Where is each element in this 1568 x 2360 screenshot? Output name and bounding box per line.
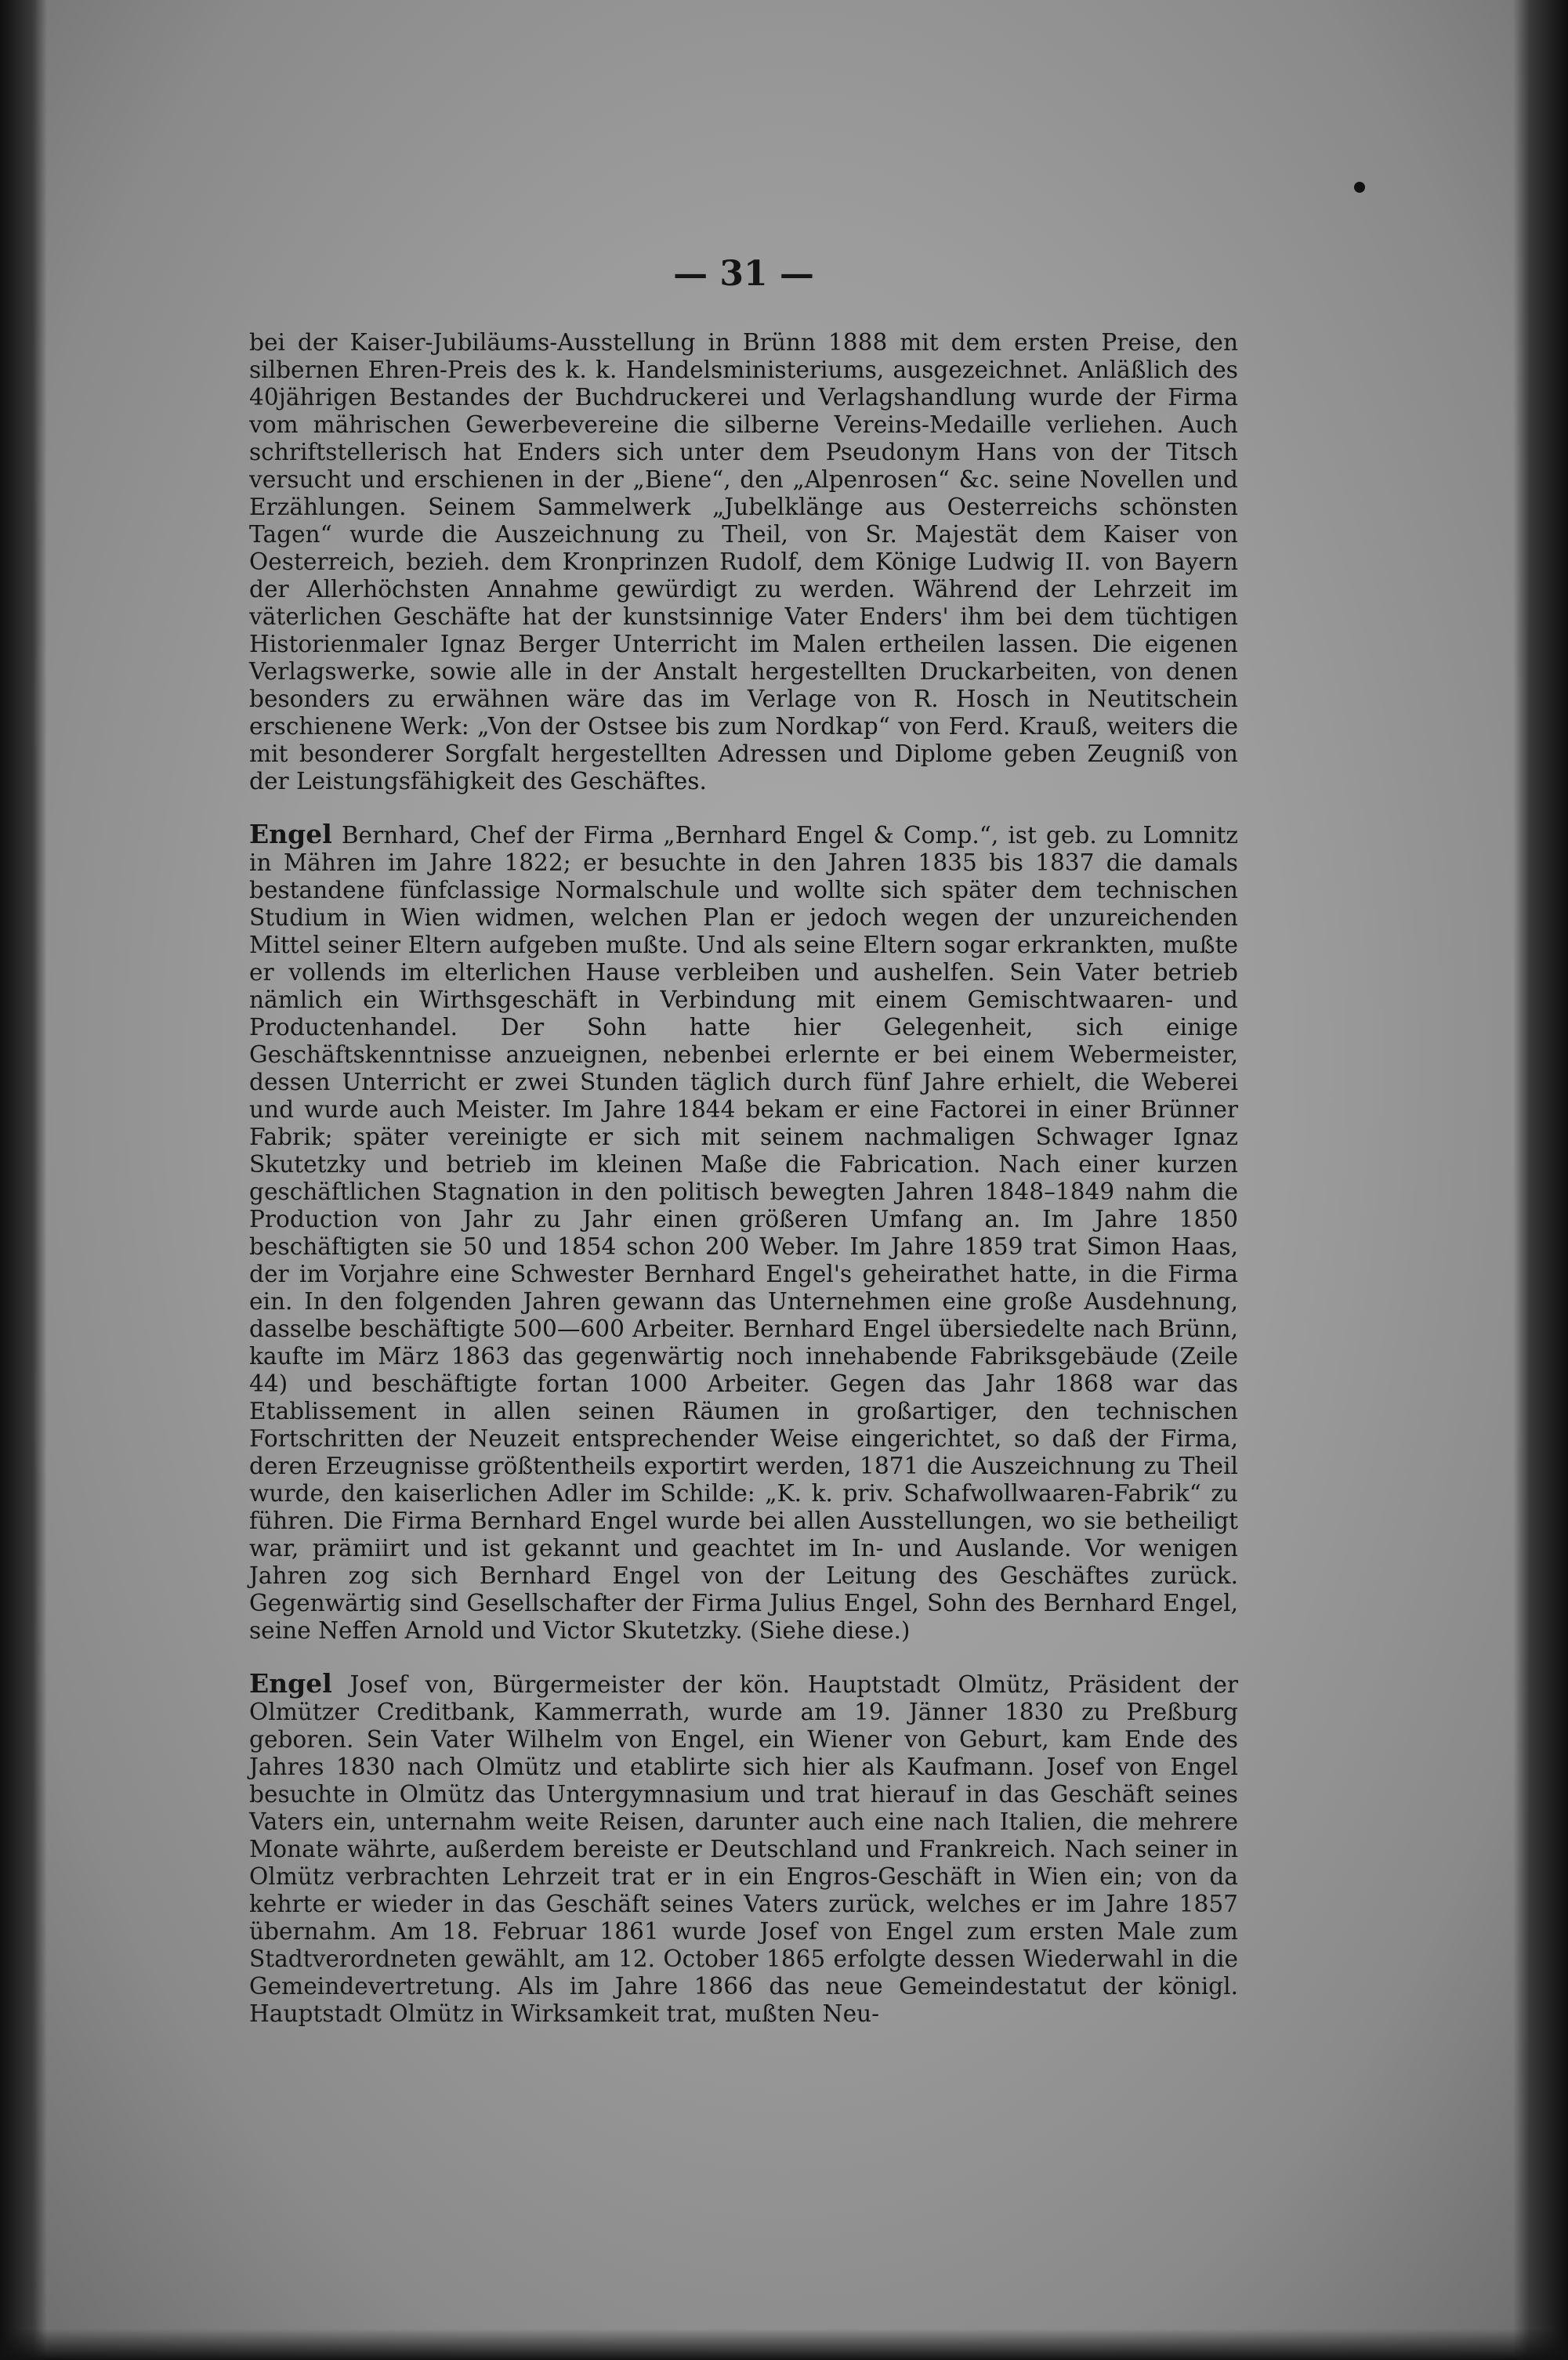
paragraph-text: Josef von, Bürgermeister der kön. Hauptstadt Olmütz, Präsident der Olmützer Creditbank, Kammerrath, wurde am 19. Jänner 1830 zu Preßburg geboren. Sein Vater Wilhelm von Engel, ein Wiener von Geburt, kam Ende des Jahres 1830 nach Olmütz und etablirte sich hier als Kaufmann. Josef von Engel besuchte in Olmütz das Untergymnasium und trat hierauf in das Geschäft seines Vaters ein, unternahm weite Reisen, darunter auch eine nach Italien, die mehrere Monate währte, außerdem bereiste er Deutschland und Frankreich. Nach seiner in Olmütz verbrachten Lehrzeit trat er in ein Engros-Geschäft in Wien ein; von da kehrte er wieder in das Geschäft seines Vaters zurück, welches er im Jahre 1857 übernahm. Am 18. Februar 1861 wurde Josef von Engel zum ersten Male zum Stadtverordneten gewählt, am 12. October 1865 erfolgte dessen Wiederwahl in die Gemeindevertretung. Als im Jahre 1866 das neue Gemeindestatut der königl. Hauptstadt Olmütz in Wirksamkeit trat, mußten Neu-: [249, 1671, 1238, 2027]
entry-name: Engel: [249, 819, 332, 849]
paragraph-engel-bernhard: [249, 820, 1238, 1645]
entry-name: Engel: [249, 1668, 332, 1699]
scan-edge-left: [0, 0, 47, 2360]
paragraph-text: bei der Kaiser-Jubiläums-Ausstellung in Brünn 1888 mit dem ersten Preise, den silbernen Ehren-Preis des k. k. Handelsministeriums, ausgezeichnet. Anläßlich des 40jährigen Bestandes der Buchdruckerei und Verlagshandlung wurde der Firma vom mährischen Gewerbevereine die silberne Vereins-Medaille verliehen. Auch schriftstellerisch hat Enders sich unter dem Pseudonym Hans von der Titsch versucht und erschienen in der „Biene“, den „Alpenrosen“ &c. seine Novellen und Erzählungen. Seinem Sammelwerk „Jubelklänge aus Oesterreichs schönsten Tagen“ wurde die Auszeichnung zu Theil, von Sr. Majestät dem Kaiser von Oesterreich, bezieh. dem Kronprinzen Rudolf, dem Könige Ludwig II. von Bayern der Allerhöchsten Annahme gewürdigt zu werden. Während der Lehrzeit im väterlichen Geschäfte hat der kunstsinnige Vater Enders' ihm bei dem tüchtigen Historienmaler Ignaz Berger Unterricht im Malen ertheilen lassen. Die eigenen Verlagswerke, sowie alle in der Anstalt hergestellten Druckarbeiten, von denen besonders zu erwähnen wäre das im Verlage von R. Hosch in Neutitschein erschienene Werk: „Von der Ostsee bis zum Nordkap“ von Ferd. Krauß, weiters die mit besonderer Sorgfalt hergestellten Adressen und Diplome geben Zeugniß von der Leistungsfähigkeit des Geschäftes.: [249, 329, 1238, 795]
paragraph-enders-continued: [249, 329, 1238, 795]
paragraph-text: Bernhard, Chef der Firma „Bernhard Engel & Comp.“, ist geb. zu Lomnitz in Mähren im Jahre 1822; er besuchte in den Jahren 1835 bis 1837 die damals bestandene fünfclassige Normalschule und wollte sich später dem technischen Studium in Wien widmen, welchen Plan er jedoch wegen der unzureichenden Mittel seiner Eltern aufgeben mußte. Und als seine Eltern sogar erkrankten, mußte er vollends im elterlichen Hause verbleiben und aushelfen. Sein Vater betrieb nämlich ein Wirthsgeschäft in Verbindung mit einem Gemischtwaaren- und Productenhandel. Der Sohn hatte hier Gelegenheit, sich einige Geschäftskenntnisse anzueignen, nebenbei erlernte er bei einem Webermeister, dessen Unterricht er zwei Stunden täglich durch fünf Jahre erhielt, die Weberei und wurde auch Meister. Im Jahre 1844 bekam er eine Factorei in einer Brünner Fabrik; später vereinigte er sich mit seinem nachmaligen Schwager Ignaz Skutetzky und betrieb im kleinen Maße die Fabrication. Nach einer kurzen geschäftlichen Stagnation in den politisch bewegten Jahren 1848–1849 nahm die Production von Jahr zu Jahr einen größeren Umfang an. Im Jahre 1850 beschäftigten sie 50 und 1854 schon 200 Weber. Im Jahre 1859 trat Simon Haas, der im Vorjahre eine Schwester Bernhard Engel's geheirathet hatte, in die Firma ein. In den folgenden Jahren gewann das Unternehmen eine große Ausdehnung, dasselbe beschäftigte 500—600 Arbeiter. Bernhard Engel übersiedelte nach Brünn, kaufte im März 1863 das gegenwärtig noch innehabende Fabriksgebäude (Zeile 44) und beschäftigte fortan 1000 Arbeiter. Gegen das Jahr 1868 war das Etablissement in allen seinen Räumen in großartiger, den technischen Fortschritten der Neuzeit entsprechender Weise eingerichtet, so daß der Firma, deren Erzeugnisse größtentheils exportirt werden, 1871 die Auszeichnung zu Theil wurde, den kaiserlichen Adler im Schilde: „K. k. priv. Schafwollwaaren-Fabrik“ zu führen. Die Firma Bernhard Engel wurde bei allen Ausstellungen, wo sie betheiligt war, prämiirt und ist gekannt und geachtet im In- und Auslande. Vor wenigen Jahren zog sich Bernhard Engel von der Leitung des Geschäftes zurück. Gegenwärtig sind Gesellschafter der Firma Julius Engel, Sohn des Bernhard Engel, seine Neffen Arnold und Victor Skutetzky. (Siehe diese.): [249, 822, 1238, 1644]
page-number: — 31 —: [673, 254, 814, 294]
scan-edge-bottom: [0, 2329, 1568, 2360]
scan-edge-right: [1513, 0, 1568, 2360]
paragraph-engel-josef: [249, 1670, 1238, 2028]
ink-dot: [1354, 182, 1365, 193]
page-content: [249, 251, 1238, 2053]
